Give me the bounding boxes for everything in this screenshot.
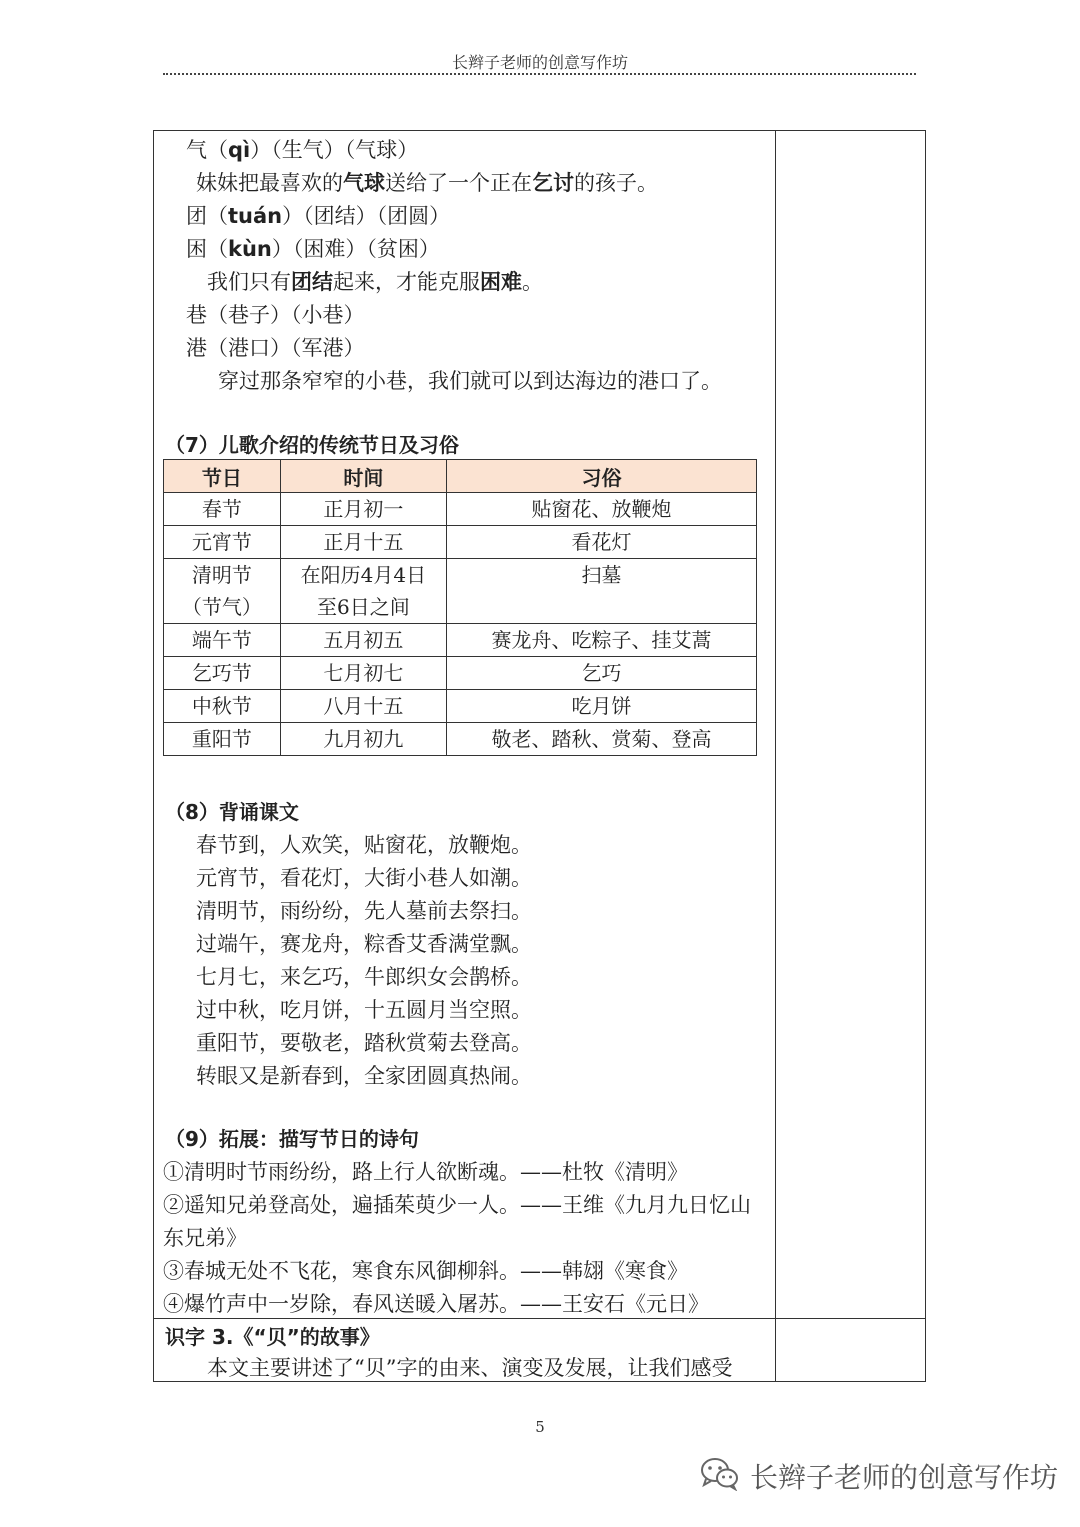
festival-cell: 春节 bbox=[164, 493, 281, 526]
poem-line: ②遥知兄弟登高处，遍插茱萸少一人。——王维《九月九日忆山 bbox=[163, 1193, 751, 1217]
recitation-line: 元宵节，看花灯，大街小巷人如潮。 bbox=[196, 866, 532, 890]
poem-line: 东兄弟》 bbox=[163, 1226, 247, 1250]
table-row bbox=[164, 624, 757, 657]
table-row bbox=[164, 657, 757, 690]
poem-line: ①清明时节雨纷纷，路上行人欲断魂。——杜牧《清明》 bbox=[163, 1160, 688, 1184]
section-7-title: （7）儿歌介绍的传统节日及习俗 bbox=[165, 433, 459, 457]
custom-cell: 扫墓 bbox=[447, 559, 757, 624]
header-festival: 节日 bbox=[164, 460, 281, 493]
custom-cell: 乞巧 bbox=[447, 657, 757, 690]
time-cell: 正月十五 bbox=[280, 526, 446, 559]
example-sentence-2: 我们只有团结起来，才能克服困难。 bbox=[207, 270, 543, 294]
char-line-kun: 困（kùn）（困难）（贫困） bbox=[186, 237, 440, 261]
example-sentence-1: 妹妹把最喜欢的气球送给了一个正在乞讨的孩子。 bbox=[196, 171, 658, 195]
table-row bbox=[164, 690, 757, 723]
table-row bbox=[164, 559, 757, 624]
recitation-line: 春节到，人欢笑，贴窗花，放鞭炮。 bbox=[196, 833, 532, 857]
festival-cell: 中秋节 bbox=[164, 690, 281, 723]
table-row bbox=[164, 526, 757, 559]
section-8-title: （8）背诵课文 bbox=[165, 800, 299, 824]
poem-line: ③春城无处不飞花，寒食东风御柳斜。——韩翃《寒食》 bbox=[163, 1259, 688, 1283]
watermark bbox=[700, 1456, 1058, 1496]
festival-cell: 端午节 bbox=[164, 624, 281, 657]
next-section-title: 识字 3.《“贝”的故事》 bbox=[165, 1325, 380, 1349]
example-sentence-3: 穿过那条窄窄的小巷，我们就可以到达海边的港口了。 bbox=[218, 369, 722, 393]
festival-cell: 重阳节 bbox=[164, 723, 281, 756]
time-cell: 五月初五 bbox=[280, 624, 446, 657]
wechat-icon bbox=[700, 1457, 740, 1495]
custom-cell: 吃月饼 bbox=[447, 690, 757, 723]
recitation-line: 七月七，来乞巧，牛郎织女会鹊桥。 bbox=[196, 965, 532, 989]
recitation-line: 过端午，赛龙舟，粽香艾香满堂飘。 bbox=[196, 932, 532, 956]
time-cell: 九月初九 bbox=[280, 723, 446, 756]
header-divider bbox=[163, 73, 916, 75]
festival-table-header bbox=[164, 460, 757, 493]
section-9-title: （9）拓展：描写节日的诗句 bbox=[165, 1127, 419, 1151]
time-cell: 在阳历4月4日 至6日之间 bbox=[280, 559, 446, 624]
char-line-qi: 气（qì）（生气）（气球） bbox=[186, 138, 419, 162]
header-time: 时间 bbox=[280, 460, 446, 493]
page-header-title: 长辫子老师的创意写作坊 bbox=[451, 53, 628, 72]
table-row bbox=[164, 493, 757, 526]
char-line-xiang: 巷（巷子）（小巷） bbox=[186, 303, 365, 327]
poem-line: ④爆竹声中一岁除，春风送暖入屠苏。——王安石《元日》 bbox=[163, 1292, 709, 1316]
custom-cell: 赛龙舟、吃粽子、挂艾蒿 bbox=[447, 624, 757, 657]
festival-cell: 元宵节 bbox=[164, 526, 281, 559]
festival-cell: 清明节 （节气） bbox=[164, 559, 281, 624]
festival-cell: 乞巧节 bbox=[164, 657, 281, 690]
header-custom: 习俗 bbox=[447, 460, 757, 493]
time-cell: 八月十五 bbox=[280, 690, 446, 723]
custom-cell: 看花灯 bbox=[447, 526, 757, 559]
char-line-gang: 港（港口）（军港） bbox=[186, 336, 365, 360]
time-cell: 正月初一 bbox=[280, 493, 446, 526]
custom-cell: 贴窗花、放鞭炮 bbox=[447, 493, 757, 526]
page-number: 5 bbox=[535, 1418, 545, 1436]
time-cell: 七月初七 bbox=[280, 657, 446, 690]
watermark-text: 长辫子老师的创意写作坊 bbox=[750, 1461, 1059, 1494]
column-divider bbox=[775, 130, 776, 1382]
next-section-text: 本文主要讲述了“贝”字的由来、演变及发展，让我们感受 bbox=[207, 1356, 733, 1380]
festival-table bbox=[163, 459, 757, 756]
recitation-line: 过中秋，吃月饼，十五圆月当空照。 bbox=[196, 998, 532, 1022]
char-line-tuan: 团（tuán）（团结）（团圆） bbox=[186, 204, 451, 228]
table-row bbox=[164, 723, 757, 756]
recitation-line: 清明节，雨纷纷，先人墓前去祭扫。 bbox=[196, 899, 532, 923]
custom-cell: 敬老、踏秋、赏菊、登高 bbox=[447, 723, 757, 756]
recitation-line: 转眼又是新春到，全家团圆真热闹。 bbox=[196, 1064, 532, 1088]
recitation-line: 重阳节，要敬老，踏秋赏菊去登高。 bbox=[196, 1031, 532, 1055]
